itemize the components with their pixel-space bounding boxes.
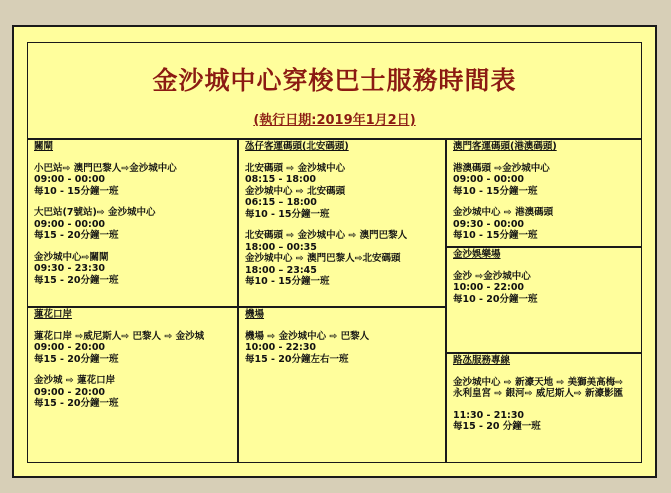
route-block [453,207,635,242]
route-block [245,163,439,221]
section-taipa-ferry [238,139,446,307]
schedule-line: 每10 - 20分鐘一班 [453,293,538,305]
section-title: 機場 [245,309,265,320]
schedule-line: 06:15 – 18:00 [245,197,317,208]
schedule-line: 11:30 - 21:30 [453,409,525,421]
section-airport [238,307,446,463]
schedule-line: 金沙 ⇨金沙城中心 [453,270,531,282]
section-title: 氹仔客運碼頭(北安碼頭) [245,141,349,152]
schedule-line: 09:00 - 20:00 [34,342,106,353]
route-block [34,252,231,287]
schedule-board [12,25,657,478]
route-block [453,271,635,306]
schedule-line: 金沙城中心⇨關閘 [34,251,109,263]
schedule-line: 金沙城中心 ⇨ 北安碼頭 [245,185,346,197]
section-title: 澳門客運碼頭(港澳碼頭) [453,141,557,152]
schedule-line: 每15 - 20分鐘一班 [34,353,119,365]
schedule-line: 09:00 - 00:00 [34,174,106,185]
route-block [34,375,231,410]
schedule-line: 每10 - 15分鐘一班 [34,185,119,197]
schedule-line: 09:30 - 23:30 [34,263,106,274]
schedule-line: 09:30 - 00:00 [453,218,525,230]
schedule-line: 每10 - 15分鐘一班 [453,230,538,241]
section-guanzha [27,139,238,307]
section-lotus-border [27,307,238,463]
schedule-line: 每15 - 20分鐘左右一班 [245,353,349,365]
schedule-line: 蓮花口岸 ⇨威尼斯人⇨ 巴黎人 ⇨ 金沙城 [34,330,205,342]
route-block [453,377,635,400]
schedule-line: 小巴站⇨ 澳門巴黎人⇨金沙城中心 [34,162,177,174]
schedule-line: 金沙城中心 ⇨ 港澳碼頭 [453,207,554,218]
section-cotai-route [446,353,642,463]
route-block [245,230,439,288]
schedule-line: 08:15 - 18:00 [245,174,317,185]
schedule-line: 18:00 – 23:45 [245,264,317,276]
schedule-line: 每15 - 20 分鐘一班 [453,421,541,432]
schedule-line: 每10 - 15分鐘一班 [245,208,330,220]
route-block [34,331,231,366]
schedule-line: 大巴站(7號站)⇨ 金沙城中心 [34,207,156,218]
schedule-line: 09:00 - 20:00 [34,386,106,398]
schedule-line: 金沙城 ⇨ 蓮花口岸 [34,375,116,386]
schedule-line: 每15 - 20分鐘一班 [34,230,119,241]
route-block [453,410,635,433]
schedule-line: 每10 - 15分鐘一班 [453,185,538,197]
schedule-line: 每10 - 15分鐘一班 [245,276,330,287]
schedule-line: 09:00 - 00:00 [453,174,525,185]
route-block [453,163,635,198]
section-title: 路氹服務專線 [453,355,511,366]
effective-date: (執行日期:2019年1月2日) [253,113,416,128]
header-panel [27,42,642,139]
schedule-line: 永利皇宮 ⇨ 銀河⇨ 威尼斯人⇨ 新濠影匯 [453,388,624,399]
schedule-line: 北安碼頭 ⇨ 金沙城中心 [245,162,346,174]
schedule-line: 每15 - 20分鐘一班 [34,398,119,409]
schedule-line: 10:00 - 22:00 [453,282,525,293]
schedule-line: 10:00 - 22:30 [245,342,317,353]
route-block [245,331,439,366]
section-sands-entertainment [446,247,642,353]
schedule-line: 港澳碼頭 ⇨金沙城中心 [453,162,550,174]
schedule-line: 機場 ⇨ 金沙城中心 ⇨ 巴黎人 [245,330,370,342]
schedule-line: 北安碼頭 ⇨ 金沙城中心 ⇨ 澳門巴黎人 [245,230,408,241]
route-block [34,163,231,198]
section-title: 蓮花口岸 [34,309,73,320]
page-title: 金沙城中心穿梭巴士服務時間表 [152,66,517,95]
schedule-line: 金沙城中心 ⇨ 澳門巴黎人⇨北安碼頭 [245,253,401,264]
section-title: 關閘 [34,141,54,152]
section-title: 金沙娛樂場 [453,249,501,260]
schedule-line: 每15 - 20分鐘一班 [34,274,119,286]
schedule-line: 09:00 - 00:00 [34,218,106,230]
section-macau-ferry [446,139,642,247]
schedule-line: 金沙城中心 ⇨ 新濠天地 ⇨ 美獅美高梅⇨ [453,376,624,388]
route-block [34,207,231,242]
schedule-line: 18:00 – 00:35 [245,241,317,253]
